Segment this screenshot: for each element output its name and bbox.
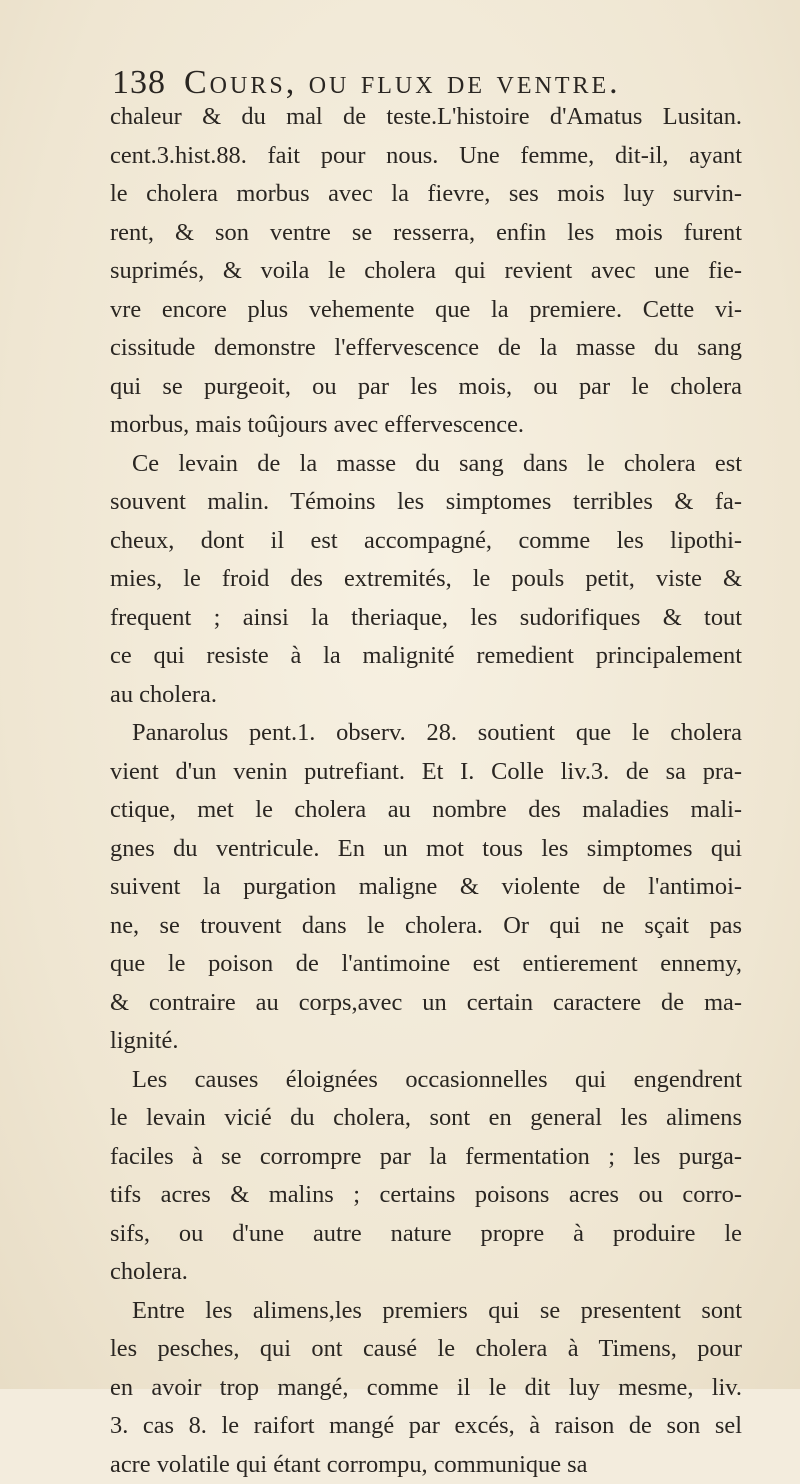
running-title: Cours, ou flux de ventre. — [184, 64, 621, 101]
text-line: mies, le froid des extremités, le pouls petit, viste & — [110, 560, 742, 599]
text-line: suivent la purgation maligne & violente de l'antimoi- — [110, 868, 742, 907]
text-line: le levain vicié du cholera, sont en general les alimens — [110, 1099, 742, 1138]
text-line: frequent ; ainsi la theriaque, les sudorifiques & tout — [110, 599, 742, 638]
text-line: cholera. — [110, 1253, 742, 1292]
page-body — [110, 98, 742, 1484]
text-line: lignité. — [110, 1022, 742, 1061]
text-line: les pesches, qui ont causé le cholera à Timens, pour — [110, 1330, 742, 1369]
page-header — [112, 64, 732, 102]
paragraph — [110, 98, 742, 445]
text-line: tifs acres & malins ; certains poisons acres ou corro- — [110, 1176, 742, 1215]
text-line: Entre les alimens,les premiers qui se presentent sont — [110, 1292, 742, 1331]
text-line: gnes du ventricule. En un mot tous les simptomes qui — [110, 830, 742, 869]
text-line: acre volatile qui étant corrompu, communique sa — [110, 1446, 742, 1484]
text-line: Panarolus pent.1. observ. 28. soutient que le cholera — [110, 714, 742, 753]
paragraph — [110, 445, 742, 715]
text-line: vient d'un venin putrefiant. Et I. Colle liv.3. de sa pra- — [110, 753, 742, 792]
text-line: cent.3.hist.88. fait pour nous. Une femme, dit-il, ayant — [110, 137, 742, 176]
text-line: faciles à se corrompre par la fermentation ; les purga- — [110, 1138, 742, 1177]
text-line: ce qui resiste à la malignité remedient principalement — [110, 637, 742, 676]
text-line: ne, se trouvent dans le cholera. Or qui ne sçait pas — [110, 907, 742, 946]
text-line: chaleur & du mal de teste.L'histoire d'Amatus Lusitan. — [110, 98, 742, 137]
text-line: en avoir trop mangé, comme il le dit luy mesme, liv. — [110, 1369, 742, 1408]
text-line: morbus, mais toûjours avec effervescence. — [110, 406, 742, 445]
page-number: 138 — [112, 64, 166, 101]
text-line: qui se purgeoit, ou par les mois, ou par le cholera — [110, 368, 742, 407]
paragraph — [110, 1061, 742, 1292]
text-line: souvent malin. Témoins les simptomes terribles & fa- — [110, 483, 742, 522]
paragraph — [110, 714, 742, 1061]
text-line: Les causes éloignées occasionnelles qui engendrent — [110, 1061, 742, 1100]
text-line: vre encore plus vehemente que la premiere. Cette vi- — [110, 291, 742, 330]
text-line: que le poison de l'antimoine est entierement ennemy, — [110, 945, 742, 984]
paragraph — [110, 1292, 742, 1484]
text-line: rent, & son ventre se resserra, enfin les mois furent — [110, 214, 742, 253]
text-line: 3. cas 8. le raifort mangé par excés, à raison de son sel — [110, 1407, 742, 1446]
text-line: Ce levain de la masse du sang dans le cholera est — [110, 445, 742, 484]
text-line: au cholera. — [110, 676, 742, 715]
text-line: cissitude demonstre l'effervescence de la masse du sang — [110, 329, 742, 368]
text-line: le cholera morbus avec la fievre, ses mois luy survin- — [110, 175, 742, 214]
text-line: suprimés, & voila le cholera qui revient avec une fie- — [110, 252, 742, 291]
text-line: cheux, dont il est accompagné, comme les lipothi- — [110, 522, 742, 561]
text-line: ctique, met le cholera au nombre des maladies mali- — [110, 791, 742, 830]
text-line: & contraire au corps,avec un certain caractere de ma- — [110, 984, 742, 1023]
text-line: sifs, ou d'une autre nature propre à produire le — [110, 1215, 742, 1254]
